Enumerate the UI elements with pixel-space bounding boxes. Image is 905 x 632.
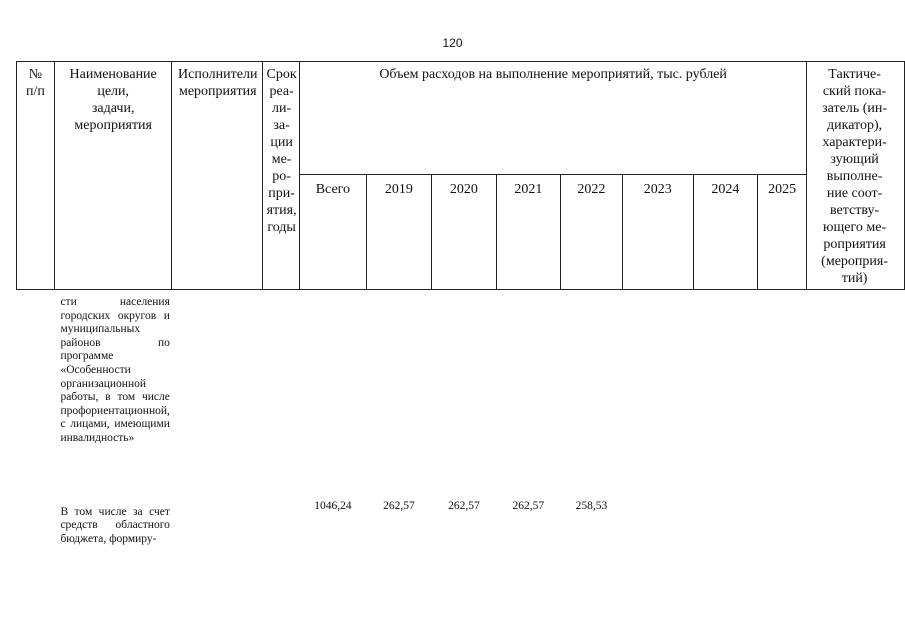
header-year-2020: 2020 — [432, 175, 496, 290]
header-year-2023: 2023 — [622, 175, 693, 290]
cell-2020: 262,57 — [448, 499, 480, 512]
header-year-2022: 2022 — [561, 175, 623, 290]
cell-2021: 262,57 — [512, 499, 545, 512]
cell-total: 1046,24 — [314, 499, 352, 512]
header-col-name: Наименование цели, задачи, мероприятия — [54, 62, 171, 290]
cell-2021 — [496, 290, 560, 500]
cell-2023 — [622, 290, 693, 500]
expenses-table — [16, 61, 905, 546]
header-year-2025: 2025 — [758, 175, 807, 290]
cell-2022: 258,53 — [575, 499, 608, 512]
row-name: В том числе за счет средств областного бюджета, формиру- — [60, 505, 170, 545]
header-year-total: Всего — [300, 175, 367, 290]
header-col-term: Срок реа- ли- за- ции ме- ро- при- ятия, годы — [263, 62, 300, 290]
header-year-2019: 2019 — [366, 175, 431, 290]
cell-2022 — [561, 290, 623, 500]
header-year-2024: 2024 — [693, 175, 757, 290]
header-col-budget: Объем расходов на выполнение мероприятий, тыс. рублей — [300, 62, 807, 175]
header-col-executors: Исполнители мероприятия — [172, 62, 263, 290]
header-year-2021: 2021 — [496, 175, 560, 290]
cell-2019: 262,57 — [383, 499, 415, 512]
table-row — [17, 290, 905, 500]
header-col-indicator: Тактиче- ский пока- затель (ин- дикатор), характери- зующий выполне- ние соот- ветству- ющего ме- роприятия (мероприя- тий) — [807, 62, 905, 290]
cell-2023 — [622, 500, 693, 547]
page-number: 120 — [442, 36, 463, 50]
cell-2019 — [366, 290, 431, 500]
cell-2024 — [693, 290, 757, 500]
cell-2024 — [693, 500, 757, 547]
row-name: сти населения городских округов и муниципальных районов по программе «Особенности организационной работы, в том числе профориентационной, с лицами, имеющими инвалидность» — [60, 296, 170, 444]
cell-total — [300, 290, 367, 500]
cell-2025 — [758, 290, 807, 500]
table-row — [17, 500, 905, 547]
cell-2020 — [432, 290, 496, 500]
cell-2025 — [758, 500, 807, 547]
header-col-number: № п/п — [17, 62, 55, 290]
